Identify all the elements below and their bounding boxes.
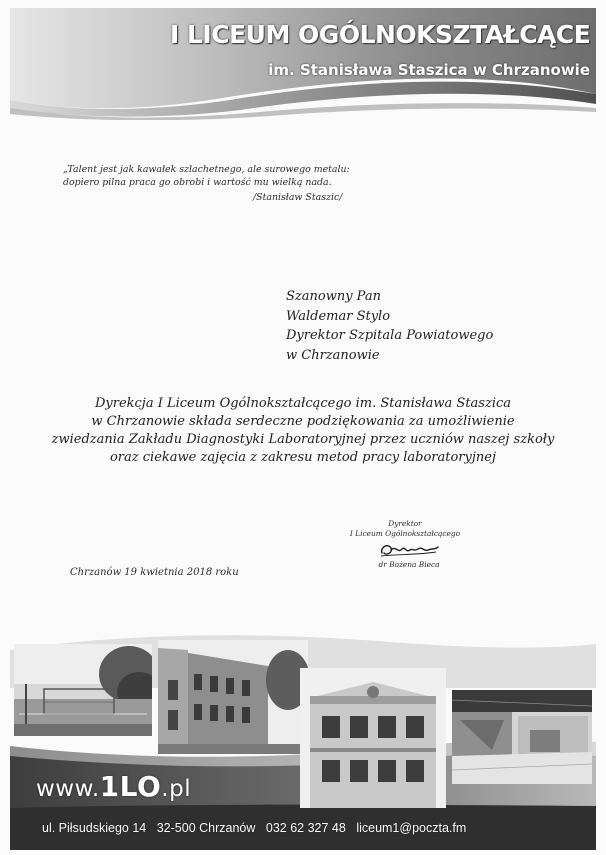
body-line-2: w Chrzanowie składa serdeczne podziękowania za umożliwienie: [91, 414, 515, 429]
contact-postcode-city: 32-500 Chrzanów: [156, 821, 256, 835]
place-date: Chrzanów 19 kwietnia 2018 roku: [70, 567, 239, 578]
footer-banner: [10, 628, 596, 850]
website-suffix: .pl: [161, 776, 192, 802]
photo-sports-field: [14, 644, 152, 736]
header-banner: [10, 8, 596, 120]
letter-body: [50, 395, 556, 467]
school-name: I LICEUM OGÓLNOKSZTAŁCĄCE: [170, 20, 591, 49]
quote-line-2: dopiero pilna praca go obrobi i wartość mu wielką nada.: [63, 177, 332, 188]
body-line-4: oraz ciekawe zajęcia z zakresu metod pracy laboratoryjnej: [109, 450, 496, 465]
quote-author: /Stanisław Staszic/: [253, 192, 343, 203]
contact-email[interactable]: liceum1@poczta.fm: [356, 821, 467, 835]
contact-line: [42, 821, 592, 835]
addressee: [286, 287, 493, 365]
addressee-name: Waldemar Stylo: [286, 308, 391, 324]
body-line-3: zwiedzania Zakładu Diagnostyki Laboratoryjnej przez uczniów naszej szkoły: [51, 432, 555, 447]
website-url[interactable]: [36, 770, 191, 803]
photo-school-building: [158, 640, 308, 754]
photo-sports-hall: [452, 690, 592, 784]
contact-address: ul. Piłsudskiego 14: [42, 821, 147, 835]
signature-name: dr Bożena Bieca: [378, 560, 440, 569]
school-patron: im. Stanisława Staszica w Chrzanowie: [268, 61, 590, 79]
website-prefix: www.: [36, 776, 100, 802]
addressee-position: Dyrektor Szpitala Powiatowego: [286, 328, 494, 343]
quote-line-1: „Talent jest jak kawałek szlachetnego, ale surowego metalu:: [63, 164, 350, 175]
signature-title: [340, 519, 470, 539]
addressee-salutation: Szanowny Pan: [286, 289, 381, 304]
signature-title-line-1: Dyrektor: [388, 519, 422, 528]
photo-school-facade: [300, 668, 446, 808]
signature-title-line-2: I Liceum Ogólnokształcącego: [349, 529, 461, 538]
addressee-location: w Chrzanowie: [286, 347, 380, 363]
quote: [63, 163, 350, 189]
handwritten-signature: [378, 541, 440, 559]
contact-phone: 032 62 327 48: [265, 821, 346, 835]
website-main: 1LO: [99, 770, 162, 803]
body-line-1: Dyrekcja I Liceum Ogólnokształcącego im. Stanisława Staszica: [94, 396, 512, 411]
